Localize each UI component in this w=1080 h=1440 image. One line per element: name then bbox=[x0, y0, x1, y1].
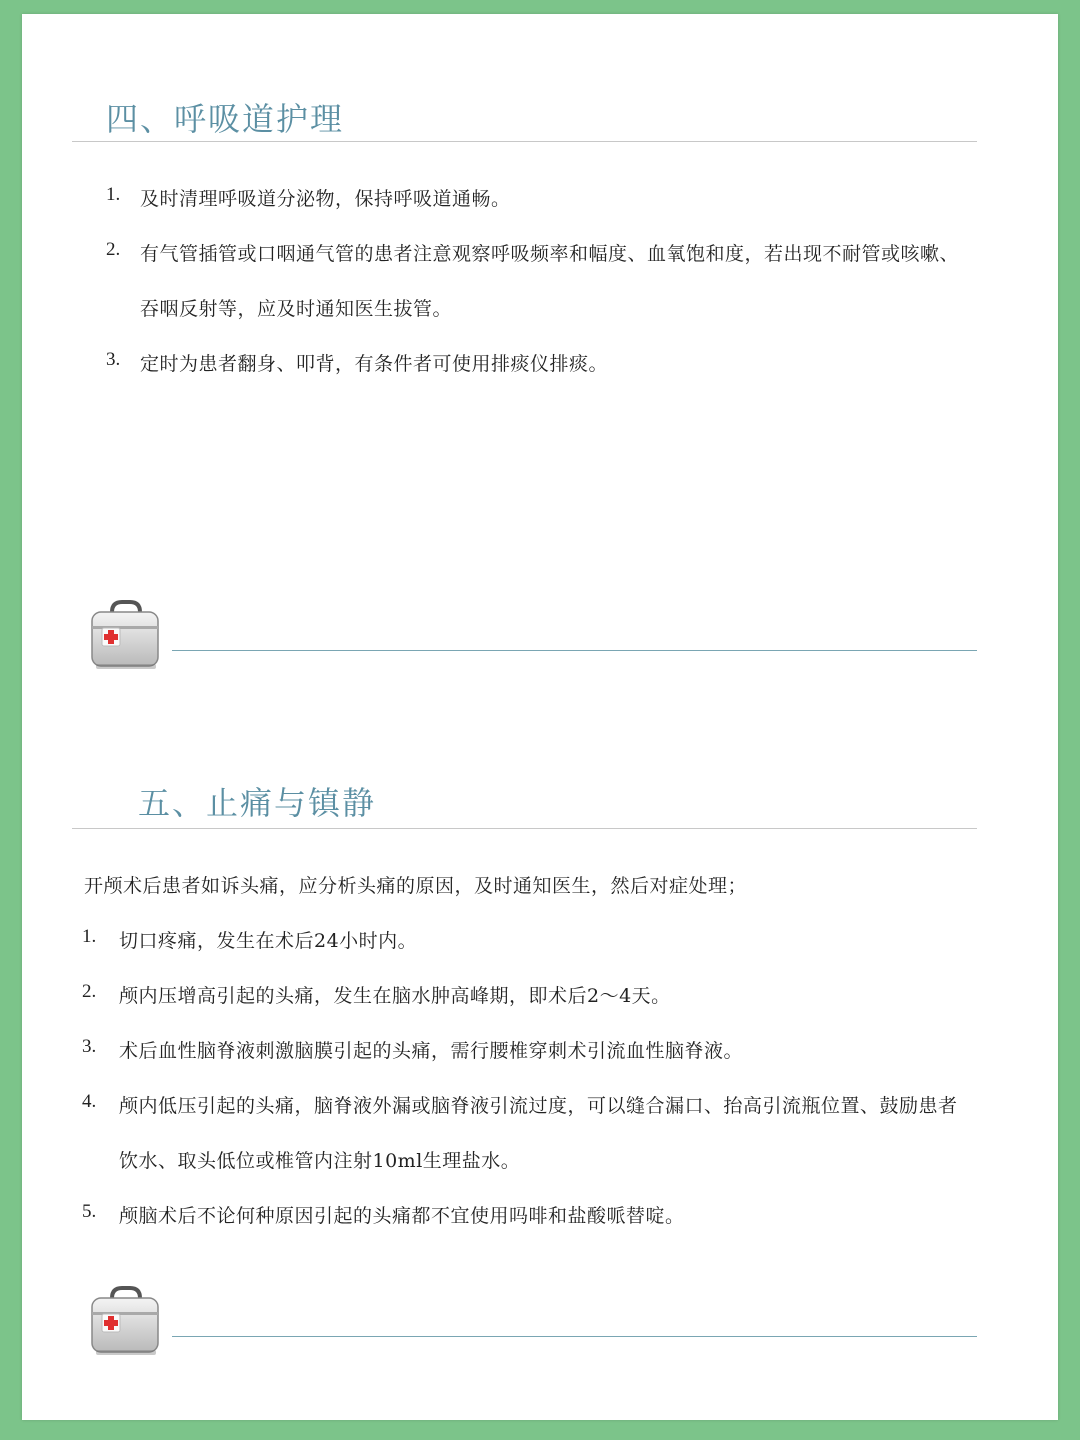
section-4-title: 四、呼吸道护理 bbox=[106, 100, 345, 138]
s5-item-4-text-line2: 饮水、取头低位或椎管内注射10ml生理盐水。 bbox=[119, 1150, 521, 1172]
s4-item-3-text: 定时为患者翻身、叩背，有条件者可使用排痰仪排痰。 bbox=[140, 353, 609, 375]
kit-divider-line-1 bbox=[172, 650, 977, 651]
s5-intro-text: 开颅术后患者如诉头痛，应分析头痛的原因，及时通知医生，然后对症处理； bbox=[84, 875, 748, 897]
s4-item-1-number: 1. bbox=[106, 184, 121, 205]
s5-item-2-number: 2. bbox=[82, 981, 97, 1002]
kit-divider-line-2 bbox=[172, 1336, 977, 1337]
first-aid-kit-icon bbox=[86, 1284, 166, 1360]
s5-item-4-text-line1: 颅内低压引起的头痛，脑脊液外漏或脑脊液引流过度，可以缝合漏口、抬高引流瓶位置、鼓励患者 bbox=[119, 1095, 958, 1117]
section-5-title: 五、止痛与镇静 bbox=[138, 784, 377, 822]
s4-item-3-number: 3. bbox=[106, 349, 121, 370]
first-aid-kit-icon bbox=[86, 598, 166, 674]
s4-item-2-text-line2: 吞咽反射等，应及时通知医生拔管。 bbox=[140, 298, 453, 320]
s5-item-3-number: 3. bbox=[82, 1036, 97, 1057]
document-page bbox=[22, 14, 1058, 1420]
s4-item-2-text-line1: 有气管插管或口咽通气管的患者注意观察呼吸频率和幅度、血氧饱和度，若出现不耐管或咳嗽、 bbox=[140, 243, 960, 265]
s5-item-5-number: 5. bbox=[82, 1201, 97, 1222]
s5-item-1-text: 切口疼痛，发生在术后24小时内。 bbox=[119, 930, 418, 952]
s5-item-4-number: 4. bbox=[82, 1091, 97, 1112]
s4-item-1-text: 及时清理呼吸道分泌物，保持呼吸道通畅。 bbox=[140, 188, 511, 210]
s5-item-3-text: 术后血性脑脊液刺激脑膜引起的头痛，需行腰椎穿刺术引流血性脑脊液。 bbox=[119, 1040, 744, 1062]
section-5-title-divider bbox=[72, 828, 977, 829]
s5-item-1-number: 1. bbox=[82, 926, 97, 947]
s5-item-5-text: 颅脑术后不论何种原因引起的头痛都不宜使用吗啡和盐酸哌替啶。 bbox=[119, 1205, 685, 1227]
section-4-title-divider bbox=[72, 141, 977, 142]
s5-item-2-text: 颅内压增高引起的头痛，发生在脑水肿高峰期，即术后2～4天。 bbox=[119, 985, 671, 1007]
s4-item-2-number: 2. bbox=[106, 239, 121, 260]
